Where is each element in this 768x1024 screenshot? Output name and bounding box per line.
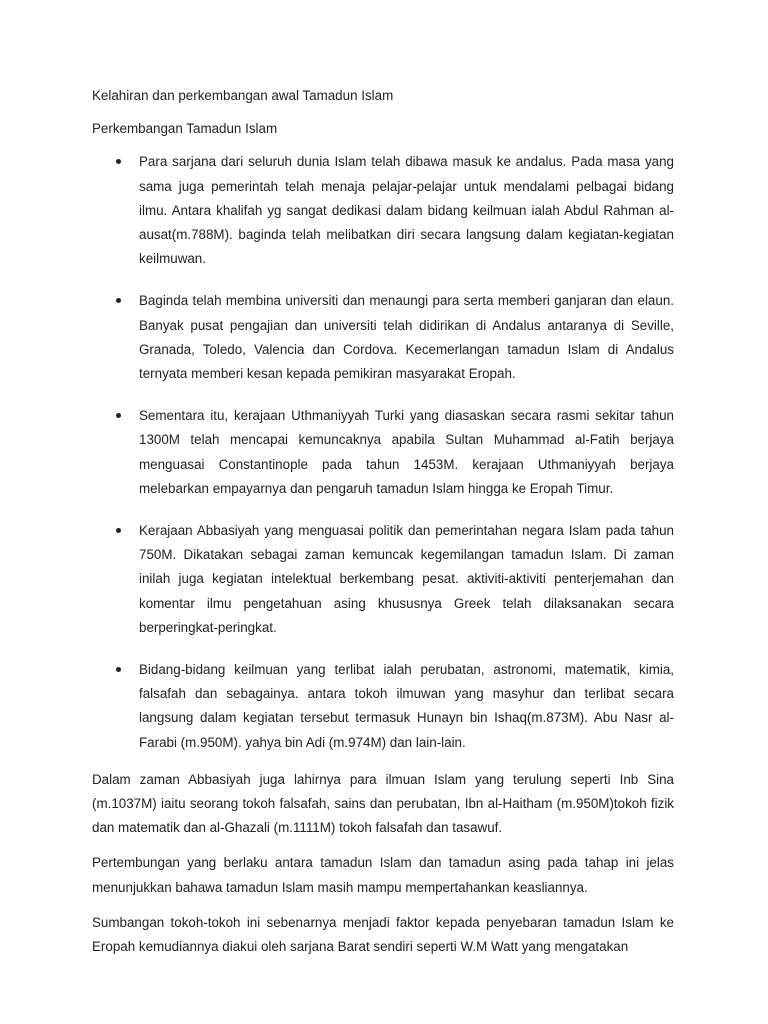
- bullet-text: Sementara itu, kerajaan Uthmaniyyah Turki yang diasaskan secara rasmi sekitar tahun 1300M telah mencapai kemuncaknya apabila Sultan Muhammad al-Fatih berjaya menguasai Constantinople pada tahun 1453M. kerajaan Uthmaniyyah berjaya melebarkan empayarnya dan pengaruh tamadun Islam hingga ke Eropah Timur.: [139, 408, 674, 496]
- bullet-icon: [116, 413, 121, 418]
- bullet-text: Bidang-bidang keilmuan yang terlibat ialah perubatan, astronomi, matematik, kimia, falsafah dan sebagainya. antara tokoh ilmuwan yang masyhur dan terlibat secara langsung dalam kegiatan tersebut termasuk Hunayn bin Ishaq(m.873M). Abu Nasr al-Farabi (m.950M). yahya bin Adi (m.974M) dan lain-lain.: [139, 662, 674, 750]
- bullet-text: Baginda telah membina universiti dan menaungi para serta memberi ganjaran dan elaun. Banyak pusat pengajian dan universiti telah didirikan di Andalus antaranya di Seville, Granada, Toledo, Valencia dan Cordova. Kecemerlangan tamadun Islam di Andalus ternyata memberi kesan kepada pemikiran masyarakat Eropah.: [139, 293, 674, 382]
- bullet-icon: [116, 528, 121, 533]
- bullet-list: [92, 150, 674, 754]
- bullet-icon: [116, 159, 121, 164]
- bullet-icon: [116, 298, 121, 303]
- bullet-text: Para sarjana dari seluruh dunia Islam telah dibawa masuk ke andalus. Pada masa yang sama juga pemerintah telah menaja pelajar-pelajar untuk mendalami pelbagai bidang ilmu. Antara khalifah yg sangat dedikasi dalam bidang keilmuan ialah Abdul Rahman al-ausat(m.788M). baginda telah melibatkan diri secara langsung dalam kegiatan-kegiatan keilmuwan.: [139, 154, 674, 267]
- bullet-text: Kerajaan Abbasiyah yang menguasai politik dan pemerintahan negara Islam pada tahun 750M. Dikatakan sebagai zaman kemuncak kegemilangan tamadun Islam. Di zaman inilah juga kegiatan intelektual berkembang pesat. aktiviti-aktiviti penterjemahan dan komentar ilmu pengetahuan asing khususnya Greek telah dilaksanakan secara berperingkat-peringkat.: [139, 523, 674, 635]
- bullet-item: [92, 404, 674, 501]
- bullet-item: [92, 289, 674, 386]
- body-paragraph: Sumbangan tokoh-tokoh ini sebenarnya menjadi faktor kepada penyebaran tamadun Islam ke Eropah kemudiannya diakui oleh sarjana Barat sendiri seperti W.M Watt yang mengatakan: [92, 914, 674, 955]
- section-heading: Perkembangan Tamadun Islam: [92, 121, 278, 137]
- body-paragraph: Pertembungan yang berlaku antara tamadun Islam dan tamadun asing pada tahap ini jelas menunjukkan bahawa tamadun Islam masih mampu mempertahankan keasliannya.: [92, 855, 674, 895]
- bullet-item: [92, 658, 674, 755]
- document-page: [92, 84, 674, 970]
- body-paragraph: Dalam zaman Abbasiyah juga lahirnya para ilmuan Islam yang terulung seperti Inb Sina (m.1037M) iaitu seorang tokoh falsafah, sains dan perubatan, Ibn al-Haitham (m.950M)tokoh fizik dan matematik dan al-Ghazali (m.1111M) tokoh falsafah dan tasawuf.: [92, 771, 674, 836]
- bullet-item: [92, 519, 674, 640]
- document-title: Kelahiran dan perkembangan awal Tamadun Islam: [92, 88, 394, 103]
- bullet-icon: [116, 667, 121, 672]
- bullet-item: [92, 150, 674, 271]
